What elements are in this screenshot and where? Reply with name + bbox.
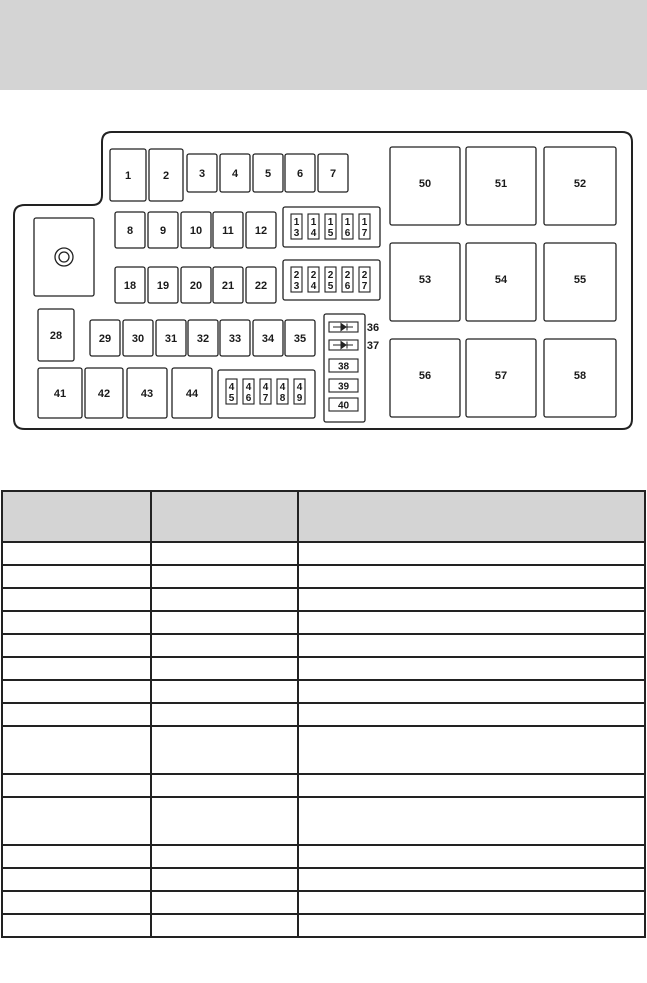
relay-label-53: 53 [418,274,432,286]
fuse-label-34: 34 [261,333,275,345]
table-cell [298,868,645,891]
column-header-rating [151,491,298,542]
fuse-label-22: 22 [254,280,268,292]
table-cell [298,542,645,565]
column-header-fuse [2,491,151,542]
table-row [2,797,645,845]
table-cell [151,774,298,797]
mini-fuse-digit: 7 [361,228,368,239]
table-cell [298,565,645,588]
fuse-label-8: 8 [126,225,134,237]
table-cell [151,680,298,703]
small-fuse-label-38: 38 [337,361,350,373]
fuse-label-11: 11 [222,225,234,237]
table-cell [298,634,645,657]
mini-fuse-digit: 3 [293,281,300,292]
table-cell [2,703,151,726]
fuse-box-svg [0,125,647,435]
relay-label-55: 55 [573,274,587,286]
mini-fuse-digit: 4 [279,382,286,393]
mini-fuse-digit: 1 [361,217,368,228]
table-row [2,611,645,634]
table-row [2,634,645,657]
table-cell [151,634,298,657]
table-cell [2,611,151,634]
mini-fuse-digit: 1 [344,217,351,228]
mini-fuse-digit: 2 [310,270,317,281]
mini-fuse-digit: 7 [262,393,269,404]
table-row [2,868,645,891]
mini-fuse-digit: 4 [310,281,317,292]
fuse-label-28: 28 [49,330,63,342]
mini-fuse-digit: 2 [293,270,300,281]
column-header-description [298,491,645,542]
table-cell [2,680,151,703]
table-cell [151,797,298,845]
table-row [2,891,645,914]
table-row [2,542,645,565]
table-row [2,914,645,937]
table-row [2,588,645,611]
table-row [2,703,645,726]
table-cell [298,680,645,703]
fuse-label-9: 9 [159,225,167,237]
fuse-label-21: 21 [221,280,235,292]
table-cell [2,914,151,937]
table-cell [151,588,298,611]
table-cell [2,657,151,680]
fuse-label-35: 35 [293,333,307,345]
table-cell [298,703,645,726]
fuse-label-5: 5 [264,168,272,180]
fuse-label-12: 12 [254,225,268,237]
table-cell [151,611,298,634]
fuse-label-43: 43 [140,388,154,400]
mini-fuse-digit: 4 [228,382,235,393]
table-cell [2,774,151,797]
table-row [2,726,645,774]
relay-label-56: 56 [418,370,432,382]
table-cell [2,797,151,845]
table-cell [2,542,151,565]
fuse-label-4: 4 [231,168,239,180]
mini-fuse-digit: 8 [279,393,286,404]
table-row [2,774,645,797]
table-cell [2,891,151,914]
relay-label-54: 54 [494,274,508,286]
table-cell [298,797,645,845]
mini-fuse-digit: 3 [293,228,300,239]
mini-fuse-digit: 9 [296,393,303,404]
header-band [0,0,647,90]
mini-fuse-digit: 6 [344,228,351,239]
table-cell [151,703,298,726]
mini-fuse-digit: 7 [361,281,368,292]
fuse-label-41: 41 [53,388,67,400]
fuse-label-6: 6 [296,168,304,180]
table-cell [298,774,645,797]
fuse-label-33: 33 [228,333,242,345]
mini-fuse-digit: 1 [293,217,300,228]
mini-fuse-digit: 5 [327,228,334,239]
fuse-label-44: 44 [185,388,199,400]
mini-fuse-digit: 2 [327,270,334,281]
relay-label-50: 50 [418,178,432,190]
table-cell [2,845,151,868]
table-cell [298,588,645,611]
fuse-label-30: 30 [131,333,145,345]
table-cell [298,611,645,634]
fuse-box-diagram [0,125,647,435]
diode-label-36: 36 [366,322,380,334]
diode-label-37: 37 [366,340,380,352]
mini-fuse-digit: 4 [296,382,303,393]
fuse-label-29: 29 [98,333,112,345]
mini-fuse-digit: 2 [361,270,368,281]
mini-fuse-digit: 6 [344,281,351,292]
fuse-label-7: 7 [329,168,337,180]
table-cell [298,726,645,774]
table-cell [2,726,151,774]
small-fuse-label-40: 40 [337,400,350,412]
table-cell [151,565,298,588]
fuse-label-20: 20 [189,280,203,292]
mini-fuse-digit: 4 [262,382,269,393]
table-cell [151,726,298,774]
fuse-table [0,490,647,938]
table-cell [2,588,151,611]
table-row [2,845,645,868]
fuse-label-1: 1 [124,170,132,182]
mounting-bracket [34,218,94,296]
table-cell [151,845,298,868]
table-cell [2,565,151,588]
table-row [2,565,645,588]
fuse-label-31: 31 [164,333,178,345]
mini-fuse-digit: 5 [228,393,235,404]
table-cell [298,845,645,868]
small-fuse-label-39: 39 [337,381,350,393]
table-row [2,657,645,680]
fuse-label-2: 2 [162,170,170,182]
table-cell [151,891,298,914]
table-cell [151,868,298,891]
fuse-label-10: 10 [189,225,203,237]
table-cell [2,868,151,891]
table-cell [298,891,645,914]
table-cell [2,634,151,657]
table-cell [298,657,645,680]
mini-fuse-digit: 4 [310,228,317,239]
mini-fuse-digit: 1 [327,217,334,228]
mini-fuse-digit: 6 [245,393,252,404]
table-row [2,680,645,703]
fuse-label-32: 32 [196,333,210,345]
relay-label-51: 51 [494,178,508,190]
table-cell [151,542,298,565]
fuse-label-18: 18 [123,280,137,292]
mini-fuse-digit: 2 [344,270,351,281]
fuse-label-3: 3 [198,168,206,180]
table-cell [298,914,645,937]
mini-fuse-digit: 4 [245,382,252,393]
table-header-row [2,491,645,542]
relay-label-57: 57 [494,370,508,382]
mini-fuse-digit: 5 [327,281,334,292]
table-cell [151,657,298,680]
fuse-label-42: 42 [97,388,111,400]
relay-label-58: 58 [573,370,587,382]
relay-label-52: 52 [573,178,587,190]
table-cell [151,914,298,937]
mini-fuse-digit: 1 [310,217,317,228]
fuse-label-19: 19 [156,280,170,292]
